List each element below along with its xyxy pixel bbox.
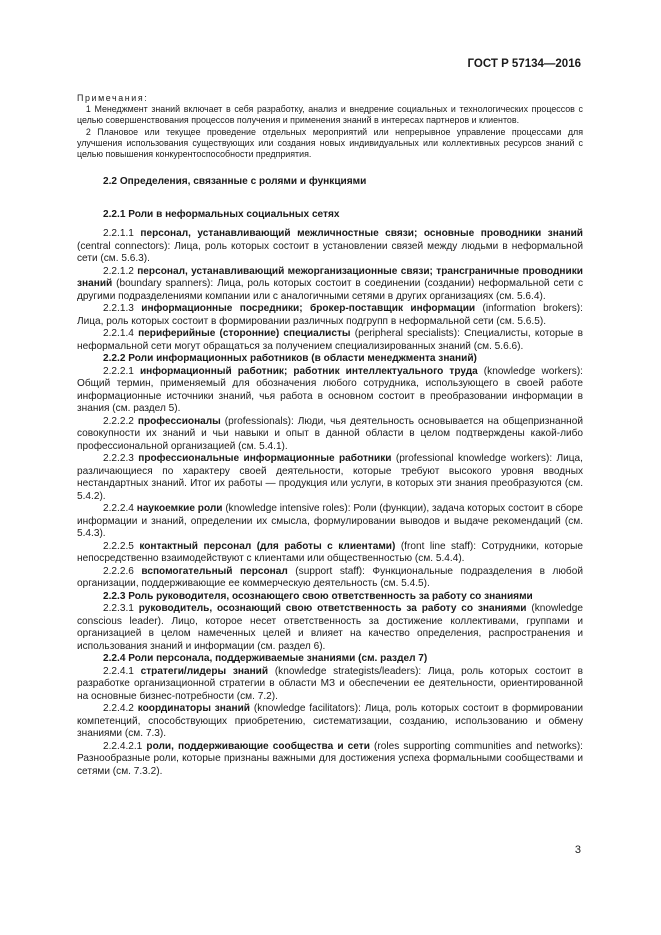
entry-number: 2.2.2.3 [103,453,139,465]
entry-number: 2.2.4 [103,653,129,665]
entry-term: профессионалы [137,415,221,427]
definition-entry [77,666,583,704]
entry-definition: (professionals): Люди, чья деятельность основывается на общепризнанной совокупности их знаний и чьи навыки и опыт в данной области в целом подтверждены какой-либо профессиональной организацией (см. 5.4.1). [77,415,583,452]
entry-definition: (knowledge workers): Общий термин, применяемый для обозначения любого сотрудника, использующего в своей работе информационные источники знаний, чья работа в основном состоит в преобразовании информации в знания (см. раздел 5). [77,365,583,415]
notes-title: Примечания: [77,93,149,103]
entry-term: роли, поддерживающие сообщества и сети [146,740,370,752]
entry-term: наукоемкие роли [136,503,223,515]
entry-definition: (knowledge facilitators): Лица, роль которых состоит в формировании компетенций, способствующих приобретению, систематизации, созданию, использованию и обмену знаниями (см. 7.3). [77,703,583,740]
entry-number: 2.2.2.2 [103,415,138,427]
definition-entry [77,303,583,328]
entry-term: Роли персонала, поддерживаемые знаниями (см. раздел 7) [128,653,428,665]
entry-term: профессиональные информационные работники [138,453,392,465]
entry-number: 2.2.2.6 [103,565,142,577]
entry-number: 2.2.2.1 [103,365,140,377]
notes-block [77,93,583,160]
entry-term: информационный работник; работник интеллектуального труда [139,365,478,377]
definition-entry [77,541,583,566]
entry-definition: (roles supporting communities and networks): Разнообразные роли, которые признаны важными для достижения успеха формальными сообществами и сетями (см. 7.3.2). [77,740,583,777]
entry-term: вспомогательный персонал [141,565,288,577]
entry-term: персонал, устанавливающий межличностные связи; основные проводники знаний [140,228,583,240]
definition-entry [77,266,583,304]
entry-number: 2.2.1.4 [103,328,139,340]
entry-number: 2.2.3 [103,590,129,602]
definition-entry [77,228,583,266]
entry-number: 2.2.3.1 [103,603,139,615]
entry-definition: (central connectors): Лица, роль которых состоит в установлении связей между людьми в неформальной сети (см. 5.6.3). [77,240,583,265]
definitions-list [77,228,583,778]
entry-term: Роли информационных работников (в области менеджмента знаний) [128,353,477,365]
entry-term: контактный персонал (для работы с клиентами) [139,540,396,552]
definition-entry [77,603,583,653]
definition-entry [77,503,583,541]
page-number: 3 [574,844,581,856]
definition-entry [77,366,583,416]
entry-number: 2.2.1.2 [103,265,138,277]
entry-definition: (professional knowledge workers): Лица, различающиеся по характеру своей деятельности, которые требуют высокого уровня вводных нестандартных знаний. Итог их работы — продукция или услуги, в которых эти знания преобразуются (см. 5.4.2). [77,453,583,502]
subsection-heading: 2.2.1 Роли в неформальных социальных сетях [103,208,340,220]
definition-entry [77,453,583,503]
note-item: 2 Плановое или текущее проведение отдельных мероприятий или непрерывное управление процессами для улучшения использования существующих или создания новых индивидуальных или коллективных ресурсов знаний с целью повышения конкурентоспособности предприятия. [77,126,583,160]
entry-definition: (front line staff): Сотрудники, которые непосредственно взаимодействуют с клиентами или общественностью (см. 5.4.4). [77,540,583,565]
definition-entry [77,566,583,591]
entry-definition: (knowledge conscious leader). Лицо, которое несет ответственность за достижение коллективами, группами и организацией в целом намеченных целей и влияет на качество определения, распространения и использования знаний и информации (см. раздел 6). [77,603,583,652]
entry-definition: (boundary spanners): Лица, роль которых состоит в соединении (создании) неформальной сети с другими подразделениями компании или с аналогичными сетями в других организациях (см. 5.6.4). [77,278,583,302]
entry-number: 2.2.2 [103,353,129,365]
definition-entry [77,741,583,779]
entry-term: периферийные (сторонние) специалисты [138,328,351,340]
entry-definition: (information brokers): Лица, роль которых состоит в формировании различных подгрупп в неформальной сети (см. 5.6.5). [77,303,583,327]
subsection-heading [77,353,583,366]
entry-term: стратеги/лидеры знаний [140,665,269,677]
entry-term: руководитель, осознающий свою ответственность за работу со знаниями [138,603,527,615]
entry-definition: (support staff): Функциональные подразделения в любой организации, поддерживающие ее коммерческую деятельность (см. 5.4.5). [77,565,583,590]
entry-definition: (knowledge intensive roles): Роли (функции), задача которых состоит в сборе информации и знаний, определении их смысла, формулировании выводов и выдаче рекомендаций (см. 5.4.3). [77,503,583,540]
note-item: 1 Менеджмент знаний включает в себя разработку, анализ и внедрение социальных и технологических процессов с целью совершенствования процессов получения и применения знаний в интересах партнеров и клиентов. [77,104,583,126]
entry-number: 2.2.2.4 [103,503,137,515]
subsection-heading [77,653,583,666]
entry-number: 2.2.4.1 [103,665,141,677]
entry-number: 2.2.4.2 [103,703,138,715]
entry-term: координаторы знаний [137,703,251,715]
definition-entry [77,703,583,741]
entry-term: персонал, устанавливающий межорганизационные связи; трансграничные проводники знаний [77,265,583,290]
entry-number: 2.2.2.5 [103,540,140,552]
standard-number: ГОСТ Р 57134—2016 [467,58,581,70]
entry-number: 2.2.1.1 [103,228,141,240]
section-heading: 2.2 Определения, связанные с ролями и функциями [103,176,367,188]
entry-definition: (peripheral specialists): Специалисты, которые в неформальной сети могут обращаться за получением специализированных знаний (см. 5.6.6). [77,328,583,352]
entry-number: 2.2.1.3 [103,303,142,315]
entry-number: 2.2.4.2.1 [103,740,147,752]
entry-term: информационные посредники; брокер-поставщик информации [141,303,476,315]
entry-term: Роль руководителя, осознающего свою ответственность за работу со знаниями [128,590,533,602]
entry-definition: (knowledge strategists/leaders): Лица, роль которых состоит в разработке организационной стратегии в области МЗ и обеспечении ее деятельности, ориентированной на основные бизнес-потребности (см. 7.2). [77,665,583,702]
page-content [77,93,583,778]
subsection-heading [77,591,583,604]
definition-entry [77,328,583,353]
definition-entry [77,416,583,454]
